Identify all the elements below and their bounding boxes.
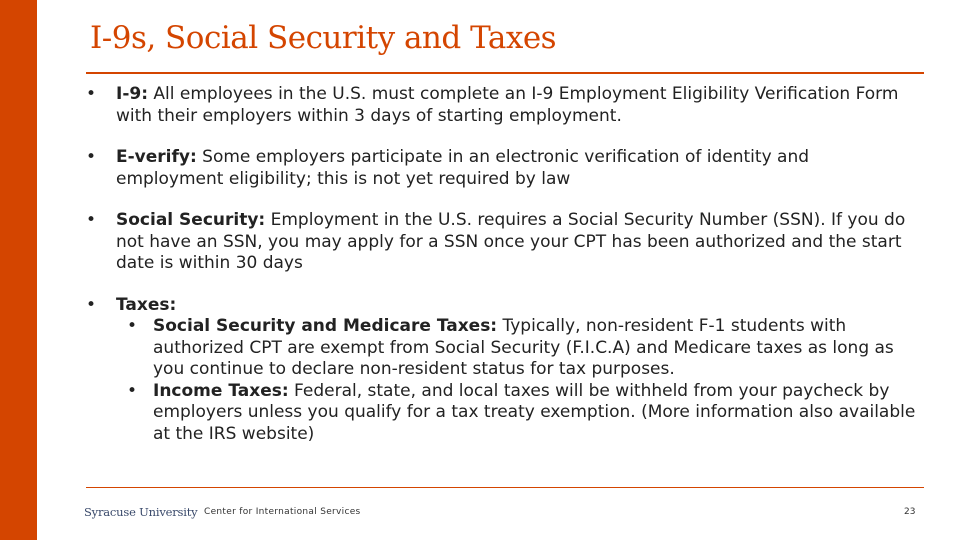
bullet-term: Taxes: xyxy=(116,294,177,315)
slide-title: I-9s, Social Security and Taxes xyxy=(90,20,557,56)
sub-bullet-income-taxes xyxy=(116,381,916,446)
sub-bullet-term: Income Taxes: xyxy=(153,380,289,401)
bullet-term: I-9: xyxy=(116,84,149,104)
footer-department: Center for International Services xyxy=(204,507,361,517)
sub-bullet-text: Federal, state, and local taxes will be withheld from your paycheck by employers unless you qualify for a tax treaty exemption. (More information also available at the IRS website) xyxy=(153,380,916,444)
bullet-dot: • xyxy=(86,147,97,167)
bullet-text: Some employers participate in an electronic verification of identity and employment eligibility; this is not yet required by law xyxy=(116,147,810,189)
bullet-dot: • xyxy=(86,294,97,315)
bullet-text: All employees in the U.S. must complete an I-9 Employment Eligibility Verification Form with their employers within 3 days of starting employment. xyxy=(116,84,899,126)
sub-bullet-dot: • xyxy=(127,380,138,401)
bullet-term: Social Security: xyxy=(116,210,266,230)
bullet-i9 xyxy=(86,84,916,127)
page-number: 23 xyxy=(904,507,916,517)
university-logo: Syracuse University xyxy=(84,505,198,519)
sub-bullet-term: Social Security and Medicare Taxes: xyxy=(153,316,498,336)
bullet-text: Employment in the U.S. requires a Social Security Number (SSN). If you do not have an SSN, you may apply for a SSN once your CPT has been authorized and the start date is within 30 days xyxy=(116,210,906,273)
bullet-taxes xyxy=(86,295,916,446)
sub-bullet-dot: • xyxy=(127,316,138,336)
title-divider xyxy=(86,72,924,74)
sub-bullet-ss-medicare xyxy=(116,316,916,381)
left-accent-bar xyxy=(0,0,37,540)
bullet-term: E-verify: xyxy=(116,147,197,167)
bullet-dot: • xyxy=(86,84,97,104)
bullet-list xyxy=(86,84,916,465)
bullet-e-verify xyxy=(86,147,916,190)
sub-bullet-text: Typically, non-resident F-1 students with authorized CPT are exempt from Social Security (F.I.C.A) and Medicare taxes as long as you continue to declare non-resident status for tax purposes. xyxy=(153,316,894,379)
bullet-dot: • xyxy=(86,210,97,230)
bullet-social-security xyxy=(86,210,916,275)
footer-divider xyxy=(86,487,924,488)
